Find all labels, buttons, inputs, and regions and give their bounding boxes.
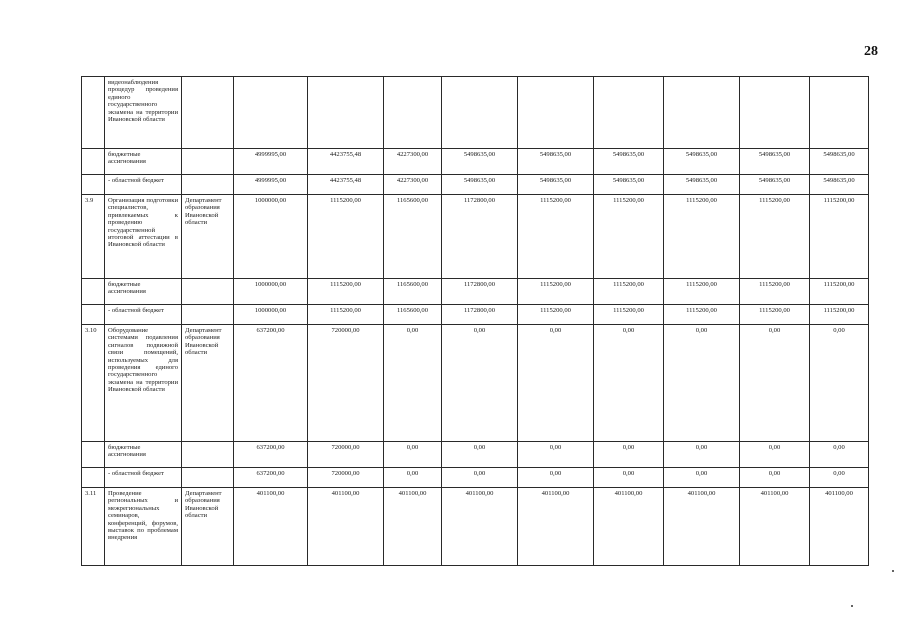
amount-cell <box>308 77 384 149</box>
amount-cell: 5498635,00 <box>594 175 664 195</box>
funding-row <box>82 175 869 195</box>
funding-row <box>82 279 869 305</box>
amount-cell: 5498635,00 <box>518 149 594 175</box>
budget-table <box>81 76 869 566</box>
amount-cell: 4423755,48 <box>308 149 384 175</box>
amount-cell: 4227300,00 <box>384 175 442 195</box>
amount-cell: 5498635,00 <box>594 149 664 175</box>
amount-cell: 1115200,00 <box>740 305 810 325</box>
amount-cell: 1115200,00 <box>740 279 810 305</box>
row-number-cell: 3.11 <box>82 488 105 566</box>
row-number-cell <box>82 77 105 149</box>
amount-cell: 4999995,00 <box>234 175 308 195</box>
amount-cell: 637200,00 <box>234 468 308 488</box>
funding-label-cell: - областной бюджет <box>105 175 182 195</box>
amount-cell <box>384 77 442 149</box>
amount-cell: 1115200,00 <box>308 305 384 325</box>
amount-cell: 1115200,00 <box>518 305 594 325</box>
executor-cell <box>182 442 234 468</box>
amount-cell: 0,00 <box>594 468 664 488</box>
row-number-cell <box>82 442 105 468</box>
amount-cell <box>740 77 810 149</box>
executor-cell <box>182 175 234 195</box>
funding-row <box>82 442 869 468</box>
amount-cell: 1172800,00 <box>442 195 518 279</box>
amount-cell: 1115200,00 <box>810 195 869 279</box>
amount-cell: 401100,00 <box>234 488 308 566</box>
amount-cell: 0,00 <box>664 325 740 442</box>
amount-cell: 0,00 <box>442 468 518 488</box>
amount-cell: 0,00 <box>384 442 442 468</box>
amount-cell: 1165600,00 <box>384 279 442 305</box>
amount-cell: 1115200,00 <box>594 195 664 279</box>
executor-cell <box>182 305 234 325</box>
scan-speck <box>892 570 894 572</box>
amount-cell: 1115200,00 <box>594 279 664 305</box>
funding-label-cell: бюджетные ассигнования <box>105 442 182 468</box>
executor-cell <box>182 468 234 488</box>
amount-cell <box>810 77 869 149</box>
item-row <box>82 195 869 279</box>
amount-cell: 5498635,00 <box>740 175 810 195</box>
amount-cell: 1115200,00 <box>518 279 594 305</box>
amount-cell: 0,00 <box>518 468 594 488</box>
amount-cell: 720000,00 <box>308 325 384 442</box>
amount-cell: 401100,00 <box>518 488 594 566</box>
amount-cell: 0,00 <box>740 468 810 488</box>
amount-cell: 401100,00 <box>740 488 810 566</box>
amount-cell: 0,00 <box>518 325 594 442</box>
amount-cell: 401100,00 <box>442 488 518 566</box>
amount-cell: 0,00 <box>810 442 869 468</box>
amount-cell: 4227300,00 <box>384 149 442 175</box>
amount-cell: 401100,00 <box>664 488 740 566</box>
amount-cell: 0,00 <box>594 442 664 468</box>
executor-cell: Департамент образования Ивановской области <box>182 325 234 442</box>
amount-cell <box>234 77 308 149</box>
amount-cell: 1115200,00 <box>518 195 594 279</box>
amount-cell: 401100,00 <box>594 488 664 566</box>
page-number: 28 <box>864 44 878 59</box>
row-number-cell: 3.10 <box>82 325 105 442</box>
amount-cell: 5498635,00 <box>442 149 518 175</box>
amount-cell: 1115200,00 <box>594 305 664 325</box>
amount-cell: 1000000,00 <box>234 279 308 305</box>
amount-cell: 4423755,48 <box>308 175 384 195</box>
item-name-cell: Проведение региональных и межрегиональных семинаров, конференций, форумов, выставок по проблемам внедрения <box>105 488 182 566</box>
amount-cell: 1115200,00 <box>664 279 740 305</box>
amount-cell: 1000000,00 <box>234 305 308 325</box>
row-number-cell <box>82 468 105 488</box>
amount-cell: 5498635,00 <box>740 149 810 175</box>
item-row <box>82 488 869 566</box>
amount-cell: 637200,00 <box>234 442 308 468</box>
amount-cell: 0,00 <box>594 325 664 442</box>
amount-cell <box>664 77 740 149</box>
amount-cell: 1165600,00 <box>384 195 442 279</box>
row-number-cell <box>82 305 105 325</box>
amount-cell: 5498635,00 <box>810 149 869 175</box>
amount-cell: 1115200,00 <box>664 195 740 279</box>
executor-cell <box>182 77 234 149</box>
amount-cell <box>594 77 664 149</box>
amount-cell: 1000000,00 <box>234 195 308 279</box>
amount-cell: 720000,00 <box>308 468 384 488</box>
amount-cell: 5498635,00 <box>664 175 740 195</box>
amount-cell: 401100,00 <box>810 488 869 566</box>
executor-cell: Департамент образования Ивановской области <box>182 488 234 566</box>
amount-cell: 401100,00 <box>308 488 384 566</box>
funding-row <box>82 468 869 488</box>
amount-cell: 1172800,00 <box>442 305 518 325</box>
item-name-cell: Оборудование системами подавления сигналов подвижной связи помещений, используемых для проведения единого государственного экзамена на территории Ивановской области <box>105 325 182 442</box>
amount-cell: 5498635,00 <box>664 149 740 175</box>
amount-cell: 0,00 <box>518 442 594 468</box>
amount-cell <box>442 77 518 149</box>
amount-cell: 1115200,00 <box>740 195 810 279</box>
funding-label-cell: - областной бюджет <box>105 305 182 325</box>
amount-cell: 1172800,00 <box>442 279 518 305</box>
amount-cell: 1115200,00 <box>308 195 384 279</box>
amount-cell: 0,00 <box>664 468 740 488</box>
amount-cell: 0,00 <box>442 325 518 442</box>
amount-cell: 0,00 <box>664 442 740 468</box>
executor-cell: Департамент образования Ивановской области <box>182 195 234 279</box>
amount-cell: 5498635,00 <box>442 175 518 195</box>
amount-cell: 401100,00 <box>384 488 442 566</box>
item-row <box>82 325 869 442</box>
amount-cell: 4999995,00 <box>234 149 308 175</box>
amount-cell: 720000,00 <box>308 442 384 468</box>
funding-row <box>82 305 869 325</box>
row-number-cell <box>82 175 105 195</box>
executor-cell <box>182 279 234 305</box>
amount-cell: 5498635,00 <box>810 175 869 195</box>
amount-cell: 1165600,00 <box>384 305 442 325</box>
amount-cell: 5498635,00 <box>518 175 594 195</box>
amount-cell: 0,00 <box>810 325 869 442</box>
item-name-row <box>82 77 869 149</box>
amount-cell: 0,00 <box>810 468 869 488</box>
funding-row <box>82 149 869 175</box>
item-name-cell: Организация подготовки специалистов, привлекаемых к проведению государственной итоговой аттестации в Ивановской области <box>105 195 182 279</box>
row-number-cell <box>82 149 105 175</box>
executor-cell <box>182 149 234 175</box>
funding-label-cell: бюджетные ассигнования <box>105 279 182 305</box>
scan-speck <box>851 605 853 607</box>
amount-cell: 1115200,00 <box>810 279 869 305</box>
amount-cell: 0,00 <box>740 442 810 468</box>
row-number-cell: 3.9 <box>82 195 105 279</box>
amount-cell: 0,00 <box>384 325 442 442</box>
amount-cell: 637200,00 <box>234 325 308 442</box>
amount-cell <box>518 77 594 149</box>
funding-label-cell: - областной бюджет <box>105 468 182 488</box>
amount-cell: 0,00 <box>442 442 518 468</box>
amount-cell: 1115200,00 <box>810 305 869 325</box>
row-number-cell <box>82 279 105 305</box>
item-name-cell: видеонаблюдения процедур проведения единого государственного экзамена на территории Ивановской области <box>105 77 182 149</box>
amount-cell: 0,00 <box>384 468 442 488</box>
amount-cell: 1115200,00 <box>308 279 384 305</box>
amount-cell: 1115200,00 <box>664 305 740 325</box>
amount-cell: 0,00 <box>740 325 810 442</box>
funding-label-cell: бюджетные ассигнования <box>105 149 182 175</box>
